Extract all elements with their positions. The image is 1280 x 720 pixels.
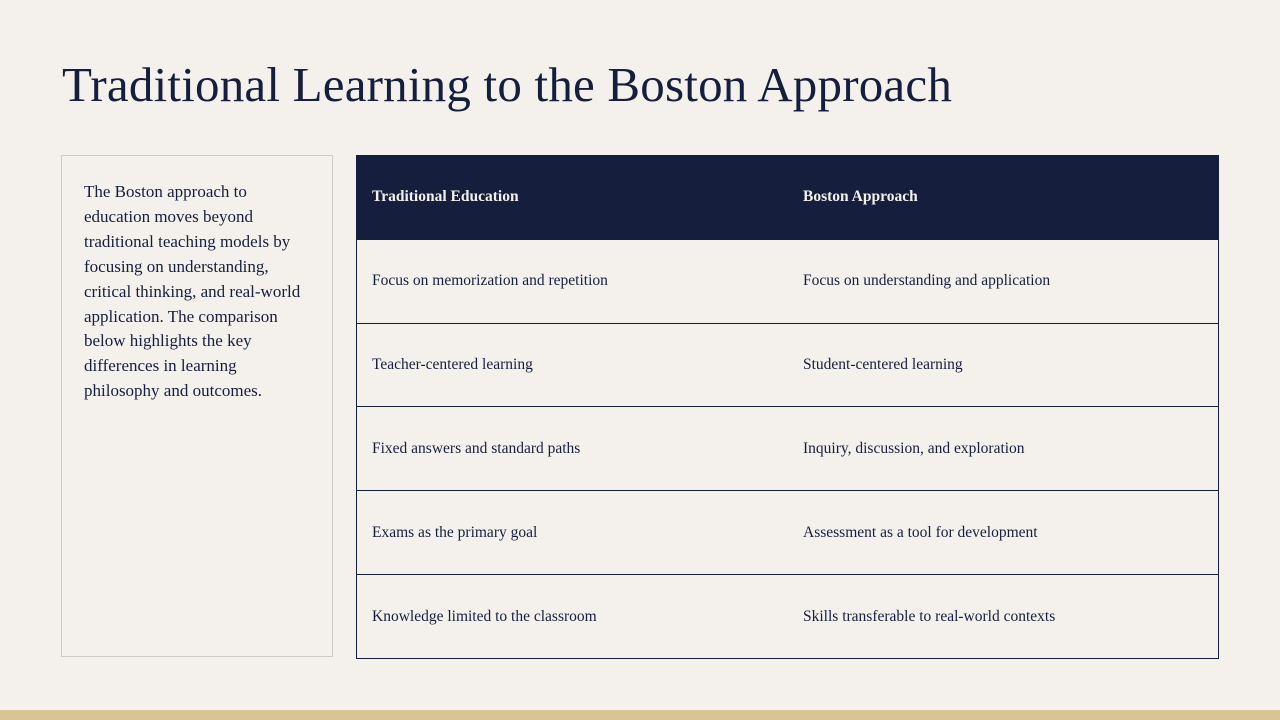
header-boston: Boston Approach: [803, 188, 918, 206]
traditional-cell: Knowledge limited to the classroom: [372, 607, 597, 625]
table-row: [357, 323, 1218, 407]
footer-accent-bar: [0, 710, 1280, 720]
comparison-table: [356, 155, 1219, 659]
table-header-row: [357, 156, 1218, 239]
intro-text: The Boston approach to education moves beyond traditional teaching models by focusing on understanding, critical thinking, and real-world application. The comparison below highlights the key differences in learning philosophy and outcomes.: [84, 182, 301, 401]
boston-cell: Student-centered learning: [803, 356, 963, 374]
table-row: [357, 239, 1218, 323]
traditional-cell: Exams as the primary goal: [372, 523, 538, 541]
table-row: [357, 574, 1218, 658]
boston-cell: Inquiry, discussion, and exploration: [803, 439, 1025, 457]
boston-cell: Skills transferable to real-world contexts: [803, 607, 1056, 625]
header-traditional: Traditional Education: [372, 188, 519, 206]
table-row: [357, 490, 1218, 574]
traditional-cell: Teacher-centered learning: [372, 356, 533, 374]
boston-cell: Assessment as a tool for development: [803, 523, 1038, 541]
page-title: Traditional Learning to the Boston Approach: [62, 57, 953, 112]
table-row: [357, 406, 1218, 490]
traditional-cell: Focus on memorization and repetition: [372, 272, 608, 290]
boston-cell: Focus on understanding and application: [803, 272, 1051, 290]
intro-panel: [61, 155, 333, 657]
traditional-cell: Fixed answers and standard paths: [372, 439, 581, 457]
